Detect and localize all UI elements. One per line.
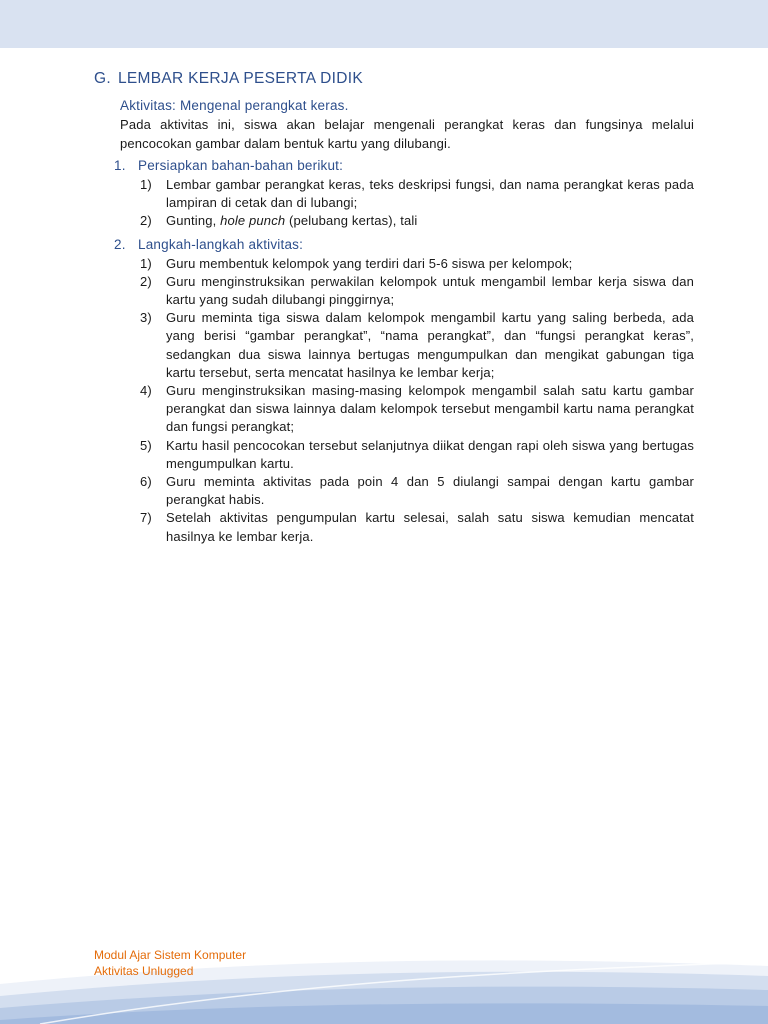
list-item-index: 2) [140, 213, 152, 229]
footer-activity-title: Aktivitas Unlugged [94, 964, 194, 978]
heading-letter: G. [94, 70, 111, 87]
worksheet-content [94, 70, 694, 550]
section-heading [94, 70, 694, 88]
list-item-text: Guru meminta tiga siswa dalam kelompok mengambil kartu yang saling berbeda, ada yang berisi “gambar perangkat”, “nama perangkat”, dan “fungsi perangkat keras”, sedangkan dua siswa lainnya bertugas mengumpulkan dan mengikat gabungan tiga kartu tersebut, serta mencatat hasilnya ke lembar kerja; [166, 310, 694, 380]
list-item-index: 1) [140, 177, 152, 192]
list-item [140, 382, 694, 437]
list-item-text: Lembar gambar perangkat keras, teks deskripsi fungsi, dan nama perangkat keras pada lampiran di cetak dan di lubangi; [166, 177, 694, 211]
activity-description: Pada aktivitas ini, siswa akan belajar mengenali perangkat keras dan fungsinya melalui pencocokan gambar dalam bentuk kartu yang dilubangi. [120, 117, 694, 151]
materials-title [114, 156, 694, 176]
activity-block [120, 98, 694, 153]
list-item-index: 7) [140, 510, 152, 526]
list-item-text: Guru meminta aktivitas pada poin 4 dan 5 diulangi sampai dengan kartu gambar perangkat habis. [166, 474, 694, 508]
list-item [140, 473, 694, 509]
materials-section [114, 156, 694, 231]
steps-section [114, 235, 694, 546]
list-item-index: 1) [140, 255, 152, 271]
list-item-text-end: (pelubang kertas), tali [285, 213, 418, 229]
list-item-text: Guru membentuk kelompok yang terdiri dari 5-6 siswa per kelompok; [166, 255, 573, 271]
activity-title: Aktivitas: Mengenal perangkat keras. [120, 98, 349, 113]
list-item [140, 176, 694, 212]
list-item-index: 5) [140, 437, 152, 453]
list-item [140, 255, 694, 273]
steps-title-text: Langkah-langkah aktivitas: [138, 236, 304, 252]
list-item-index: 2) [140, 273, 152, 289]
heading-title: LEMBAR KERJA PESERTA DIDIK [118, 70, 363, 87]
materials-list [114, 176, 694, 231]
list-item-text: Guru menginstruksikan masing-masing kelompok mengambil salah satu kartu gambar perangkat dan siswa lainnya dalam kelompok tersebut mengambil kartu nama perangkat dan fungsi perangkat; [166, 383, 694, 435]
list-item-text: Setelah aktivitas pengumpulan kartu selesai, salah satu siswa kemudian mencatat hasilnya ke lembar kerja. [166, 510, 694, 544]
list-item-italic-term: hole punch [220, 213, 286, 229]
list-item [140, 437, 694, 473]
list-item-text: Kartu hasil pencocokan tersebut selanjutnya diikat dengan rapi oleh siswa yang bertugas mengumpulkan kartu. [166, 437, 694, 471]
list-item-text: Guru menginstruksikan perwakilan kelompok untuk mengambil lembar kerja siswa dan kartu yang sudah dilubangi pinggirnya; [166, 273, 694, 308]
steps-title [114, 235, 694, 255]
steps-list [114, 255, 694, 546]
list-item-index: 3) [140, 310, 152, 326]
list-item-text-start: Gunting, [166, 213, 221, 229]
footer-module-title: Modul Ajar Sistem Komputer [94, 948, 247, 962]
list-item [140, 273, 694, 309]
list-item [140, 212, 694, 230]
list-item-index: 4) [140, 383, 152, 399]
steps-number: 2. [114, 236, 126, 252]
materials-number: 1. [114, 158, 126, 173]
list-item-index: 6) [140, 474, 152, 490]
list-item [140, 509, 694, 545]
list-item [140, 309, 694, 382]
page-footer [94, 947, 246, 979]
header-band [0, 0, 768, 48]
materials-title-text: Persiapkan bahan-bahan berikut: [138, 158, 344, 173]
